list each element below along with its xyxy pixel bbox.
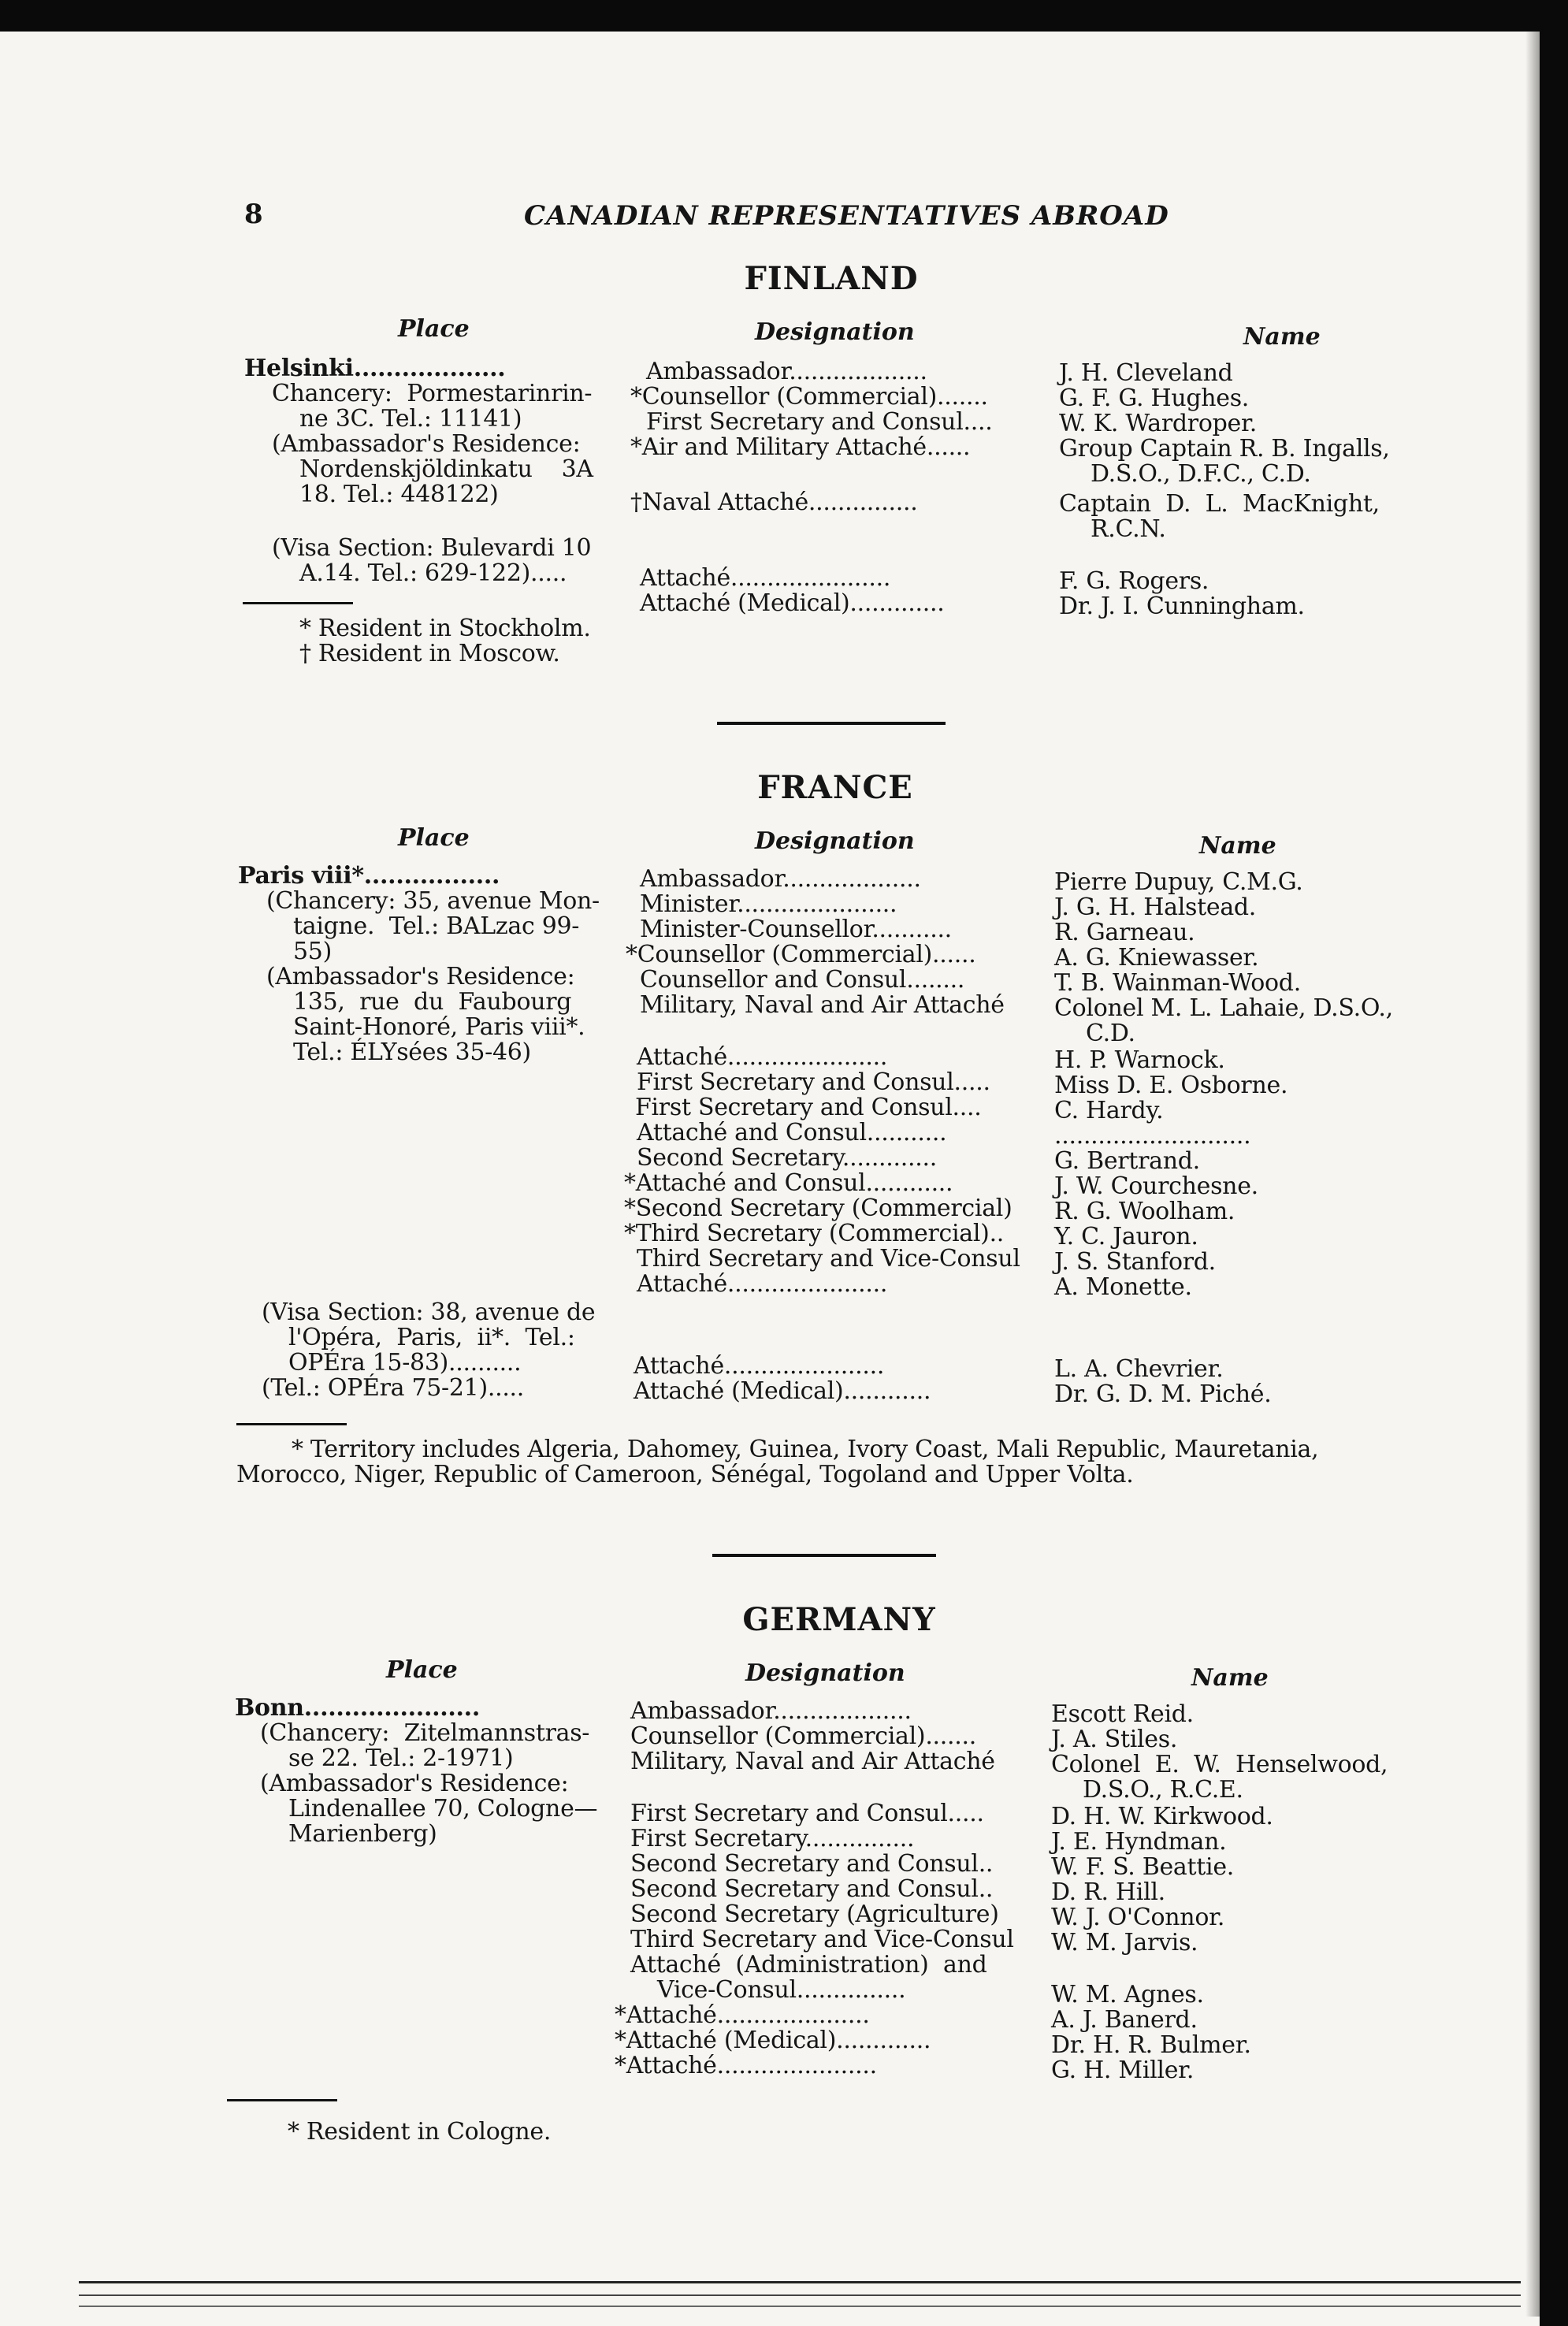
name-line: Pierre Dupuy, C.M.G. <box>1054 868 1303 896</box>
designation-line: *Counsellor (Commercial)...... <box>626 941 976 968</box>
designation-line: *Air and Military Attaché...... <box>630 433 971 461</box>
designation-line: Attaché (Medical)............. <box>640 589 945 617</box>
running-head: CANADIAN REPRESENTATIVES ABROAD <box>524 200 1169 232</box>
designation-line: *Attaché (Medical)............. <box>615 2027 931 2054</box>
name-line: F. G. Rogers. <box>1059 567 1209 595</box>
name-line: G. Bertrand. <box>1054 1147 1200 1175</box>
designation-line: Minister...................... <box>640 890 897 918</box>
name-line: W. K. Wardroper. <box>1059 410 1257 437</box>
designation-line: Second Secretary and Consul.. <box>630 1875 994 1903</box>
column-head-place: Place <box>398 824 470 852</box>
designation-line: *Counsellor (Commercial)....... <box>630 383 988 411</box>
name-line: D.S.O., R.C.E. <box>1083 1776 1243 1804</box>
name-line: A. G. Kniewasser. <box>1054 944 1259 972</box>
scan-bottom-rule <box>79 2306 1521 2307</box>
name-line: Group Captain R. B. Ingalls, <box>1059 435 1390 463</box>
designation-line: Second Secretary and Consul.. <box>630 1850 994 1878</box>
footnote: * Resident in Cologne. <box>288 2118 552 2146</box>
name-line: H. P. Warnock. <box>1054 1046 1225 1074</box>
designation-line: Attaché...................... <box>634 1352 885 1380</box>
scan-bottom-rule <box>79 2294 1521 2296</box>
designation-line: Second Secretary............. <box>637 1144 937 1172</box>
scan-bottom-rule <box>79 2281 1521 2283</box>
name-line: Escott Reid. <box>1051 1700 1194 1728</box>
designation-line: Vice-Consul............... <box>657 1976 906 2004</box>
name-line: ........................... <box>1054 1122 1251 1150</box>
designation-line: *Second Secretary (Commercial) <box>624 1195 1013 1222</box>
section-separator <box>712 1554 936 1557</box>
country-title-germany: GERMANY <box>742 1601 936 1638</box>
place-line: Nordenskjöldinkatu 3A <box>299 455 593 483</box>
place-line: Chancery: Pormestarinrin- <box>272 380 593 407</box>
designation-line: *Attaché and Consul............ <box>624 1169 953 1197</box>
designation-line: *Third Secretary (Commercial).. <box>624 1220 1005 1247</box>
designation-line: First Secretary............... <box>630 1825 915 1852</box>
place-line: (Ambassador's Residence: <box>272 430 581 458</box>
name-line: J. G. H. Halstead. <box>1054 894 1257 921</box>
name-line: W. F. S. Beattie. <box>1051 1853 1235 1881</box>
place-line: 135, rue du Faubourg <box>293 988 572 1016</box>
designation-line: *Attaché...................... <box>615 2052 877 2079</box>
footnote: * Resident in Stockholm. <box>299 615 591 642</box>
column-head-name: Name <box>1243 323 1321 351</box>
name-line: D. R. Hill. <box>1051 1878 1165 1906</box>
name-line: J. H. Cleveland <box>1059 359 1233 387</box>
designation-line: First Secretary and Consul.... <box>646 408 993 436</box>
name-line: J. A. Stiles. <box>1051 1726 1178 1753</box>
place-line: Marienberg) <box>288 1820 437 1848</box>
footnote-rule <box>227 2099 337 2101</box>
page-number: 8 <box>244 199 263 230</box>
name-line: J. W. Courchesne. <box>1054 1172 1258 1200</box>
designation-line: Military, Naval and Air Attaché <box>640 991 1005 1019</box>
column-head-designation: Designation <box>745 1659 905 1687</box>
place-line: (Visa Section: 38, avenue de <box>262 1299 596 1326</box>
name-line: Captain D. L. MacKnight, <box>1059 490 1380 518</box>
place-line: Bonn...................... <box>235 1694 480 1722</box>
name-line: Y. C. Jauron. <box>1054 1223 1198 1250</box>
place-line: Tel.: ÉLYsées 35-46) <box>293 1039 531 1066</box>
designation-line: First Secretary and Consul..... <box>630 1800 984 1827</box>
place-line: l'Opéra, Paris, ii*. Tel.: <box>288 1324 575 1351</box>
name-line: Dr. H. R. Bulmer. <box>1051 2031 1251 2059</box>
name-line: Dr. J. I. Cunningham. <box>1059 593 1305 620</box>
name-line: D.S.O., D.F.C., C.D. <box>1091 460 1311 488</box>
footnote-rule <box>243 602 353 604</box>
designation-line: Third Secretary and Vice-Consul <box>630 1926 1014 1953</box>
name-line: C. Hardy. <box>1054 1097 1164 1124</box>
designation-line: Minister-Counsellor........... <box>640 916 952 943</box>
column-head-designation: Designation <box>755 827 915 855</box>
scan-right-border <box>1540 0 1568 2326</box>
name-line: R.C.N. <box>1091 515 1166 543</box>
designation-line: First Secretary and Consul..... <box>637 1068 990 1096</box>
designation-line: Attaché...................... <box>637 1270 888 1298</box>
designation-line: *Attaché..................... <box>615 2001 870 2029</box>
designation-line: Second Secretary (Agriculture) <box>630 1901 999 1928</box>
name-line: Miss D. E. Osborne. <box>1054 1072 1288 1099</box>
designation-line: Attaché (Medical)............ <box>634 1377 931 1405</box>
name-line: D. H. W. Kirkwood. <box>1051 1803 1273 1830</box>
name-line: Colonel M. L. Lahaie, D.S.O., <box>1054 994 1393 1022</box>
name-line: R. Garneau. <box>1054 919 1195 946</box>
place-line: Saint-Honoré, Paris viii*. <box>293 1013 585 1041</box>
name-line: A. J. Banerd. <box>1051 2006 1198 2034</box>
name-line: C.D. <box>1086 1020 1135 1047</box>
designation-line: Third Secretary and Vice-Consul <box>637 1245 1020 1273</box>
scan-page-shadow <box>1525 32 1540 2317</box>
designation-line: Counsellor (Commercial)....... <box>630 1722 976 1750</box>
place-line: ne 3C. Tel.: 11141) <box>299 405 522 433</box>
designation-line: Attaché...................... <box>640 564 891 592</box>
designation-line: Ambassador................... <box>630 1697 912 1725</box>
column-head-place: Place <box>398 315 470 343</box>
designation-line: First Secretary and Consul.... <box>635 1094 982 1121</box>
country-title-france: FRANCE <box>757 769 913 806</box>
section-separator <box>717 722 946 725</box>
name-line: W. M. Jarvis. <box>1051 1929 1198 1956</box>
name-line: W. M. Agnes. <box>1051 1981 1204 2008</box>
name-line: L. A. Chevrier. <box>1054 1355 1224 1383</box>
place-line: Paris viii*................. <box>238 862 500 890</box>
name-line: Dr. G. D. M. Piché. <box>1054 1380 1272 1408</box>
footnote: † Resident in Moscow. <box>299 640 560 667</box>
designation-line: Military, Naval and Air Attaché <box>630 1748 995 1775</box>
column-head-place: Place <box>386 1656 458 1684</box>
column-head-designation: Designation <box>755 318 915 346</box>
place-line: (Ambassador's Residence: <box>266 963 575 990</box>
place-line: OPÉra 15-83).......... <box>288 1349 522 1377</box>
footnote: * Territory includes Algeria, Dahomey, Guinea, Ivory Coast, Mali Republic, Mauretania, <box>292 1436 1319 1463</box>
name-line: J. E. Hyndman. <box>1051 1828 1227 1856</box>
designation-line: Attaché...................... <box>637 1043 888 1071</box>
name-line: R. G. Woolham. <box>1054 1198 1235 1225</box>
designation-line: Attaché (Administration) and <box>630 1951 987 1979</box>
place-line: 55) <box>293 938 332 965</box>
column-head-name: Name <box>1191 1664 1269 1692</box>
name-line: G. F. G. Hughes. <box>1059 385 1250 412</box>
column-head-name: Name <box>1199 832 1276 860</box>
place-line: Helsinki................... <box>244 355 506 382</box>
designation-line: Counsellor and Consul........ <box>640 966 965 994</box>
place-line: se 22. Tel.: 2-1971) <box>288 1744 514 1772</box>
place-line: (Chancery: 35, avenue Mon- <box>266 887 600 915</box>
scan-top-border <box>0 0 1568 32</box>
name-line: Colonel E. W. Henselwood, <box>1051 1751 1388 1778</box>
footnote: Morocco, Niger, Republic of Cameroon, Sénégal, Togoland and Upper Volta. <box>236 1461 1134 1488</box>
name-line: A. Monette. <box>1054 1273 1192 1301</box>
designation-line: Ambassador................... <box>646 358 927 385</box>
place-line: (Ambassador's Residence: <box>260 1770 569 1797</box>
name-line: W. J. O'Connor. <box>1051 1904 1225 1931</box>
footnote-rule <box>236 1423 347 1425</box>
place-line: (Visa Section: Bulevardi 10 <box>272 534 592 562</box>
place-line: taigne. Tel.: BALzac 99- <box>293 912 580 940</box>
place-line: A.14. Tel.: 629-122)..... <box>299 559 567 587</box>
place-line: (Chancery: Zitelmannstras- <box>260 1719 590 1747</box>
designation-line: Attaché and Consul........... <box>637 1119 947 1146</box>
name-line: T. B. Wainman-Wood. <box>1054 969 1301 997</box>
place-line: 18. Tel.: 448122) <box>299 481 499 508</box>
place-line: (Tel.: OPÉra 75-21)..... <box>262 1374 525 1402</box>
designation-line: †Naval Attaché............... <box>630 489 918 516</box>
country-title-finland: FINLAND <box>744 260 919 297</box>
place-line: Lindenallee 70, Cologne— <box>288 1795 598 1823</box>
name-line: G. H. Miller. <box>1051 2057 1195 2084</box>
name-line: J. S. Stanford. <box>1054 1248 1216 1276</box>
designation-line: Ambassador................... <box>640 865 921 893</box>
